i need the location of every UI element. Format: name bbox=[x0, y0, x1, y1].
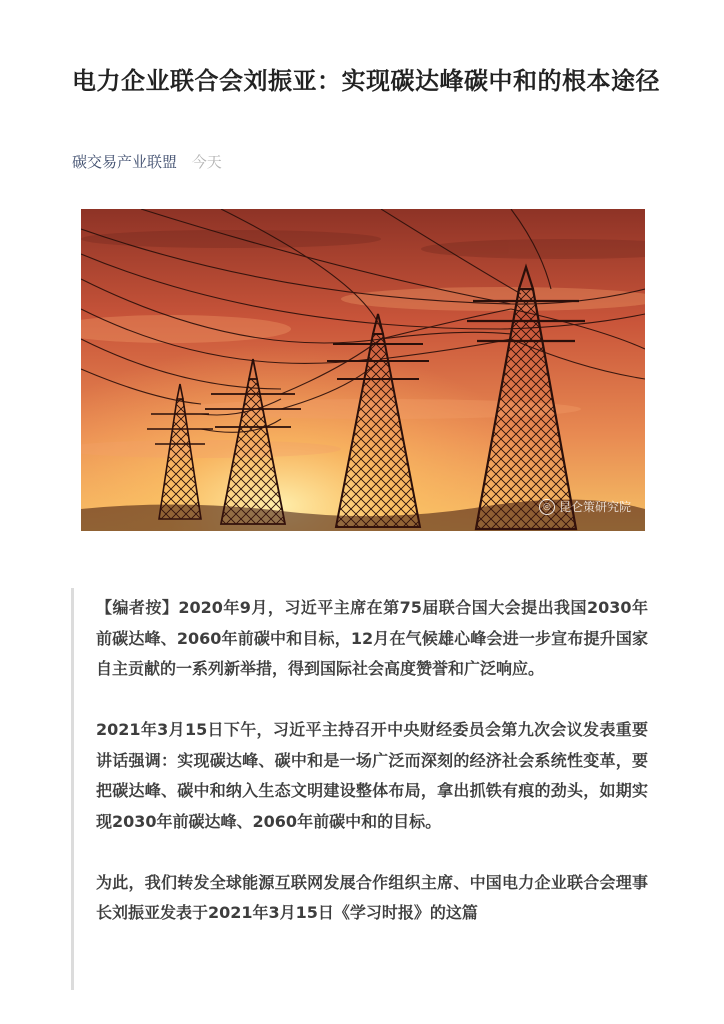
article-body bbox=[96, 593, 648, 959]
paragraph-editor-note: 【编者按】2020年9月，习近平主席在第75届联合国大会提出我国2030年前碳达峰、2060年前碳中和目标，12月在气候雄心峰会进一步宣布提升国家自主贡献的一系列新举措，得到国际社会高度赞誉和广泛响应。 bbox=[96, 598, 648, 678]
account-name-link[interactable]: 碳交易产业联盟 bbox=[72, 153, 178, 171]
paragraph-meeting: 2021年3月15日下午，习近平主持召开中央财经委员会第九次会议发表重要讲话强调：实现碳达峰、碳中和是一场广泛而深刻的经济社会系统性变革，要把碳达峰、碳中和纳入生态文明建设整体布局，拿出抓铁有痕的劲头，如期实现2030年前碳达峰、2060年前碳中和的目标。 bbox=[96, 720, 648, 831]
power-tower-illustration bbox=[81, 209, 645, 531]
image-watermark bbox=[539, 498, 631, 515]
article-title: 电力企业联合会刘振亚：实现碳达峰碳中和的根本途径 bbox=[72, 67, 660, 95]
hero-image bbox=[81, 209, 645, 531]
blockquote-bar bbox=[71, 588, 74, 990]
paragraph-forward: 为此，我们转发全球能源互联网发展合作组织主席、中国电力企业联合会理事长刘振亚发表于2021年3月15日《学习时报》的这篇 bbox=[96, 872, 648, 922]
publish-time: 今天 bbox=[191, 153, 222, 171]
wechat-icon: ◎ bbox=[539, 499, 555, 515]
watermark-text: 昆仑策研究院 bbox=[558, 500, 631, 514]
article-meta bbox=[72, 150, 222, 174]
